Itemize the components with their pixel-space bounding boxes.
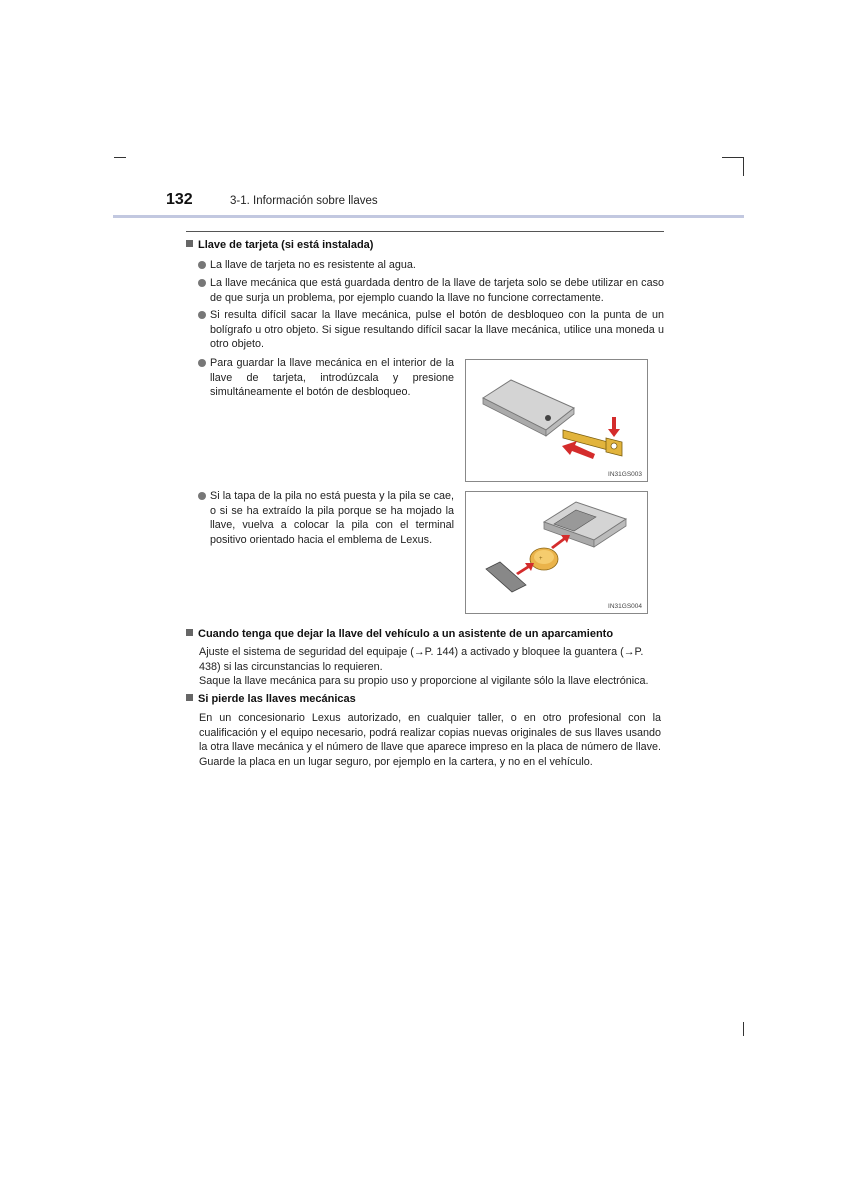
figure-code: IN31GS004: [608, 603, 642, 610]
bullet-item: [198, 489, 454, 547]
figure-code: IN31GS003: [608, 471, 642, 478]
crop-mark-bottom-right: [743, 1022, 744, 1036]
bullet-text: Si la tapa de la pila no está puesta y la pila se cae, o si se ha extraído la pila porque se ha mojado la llave, vuelva a colocar la pila con el terminal positivo orientado hacia el emblema de Lexus.: [210, 490, 454, 546]
section-heading-card-key: [186, 239, 373, 251]
bullet-item: [198, 308, 664, 352]
square-bullet-icon: [186, 240, 193, 247]
figure-store-mechanical-key: [465, 359, 648, 482]
lost-keys-paragraph: En un concesionario Lexus autorizado, en cualquier taller, o en otro profesional con la cualificación y el equipo necesario, podrá realizar copias nuevas originales de sus llaves usando la otra llave mecánica y el número de llave que aparece impreso en la placa de número de llave. Guarde la placa en un lugar seguro, por ejemplo en la cartera, y no en el vehículo.: [199, 712, 661, 768]
content-top-rule: [186, 231, 664, 232]
header-rule: [113, 215, 744, 218]
svg-text:+: +: [539, 556, 543, 562]
bullet-item: [198, 258, 664, 273]
bullet-text: Si resulta difícil sacar la llave mecánica, pulse el botón de desbloqueo con la punta de un bolígrafo u otro objeto. Si sigue resultando difícil sacar la llave mecánica, utilice una moneda u otro objeto.: [210, 309, 664, 350]
valet-paragraph-1: Ajuste el sistema de seguridad del equipaje (→P. 144) a activado y bloquee la guantera (→P. 438) si las circunstancias lo requieren.: [199, 646, 644, 673]
bullet-item: [198, 276, 664, 305]
battery-insert-illustration: [466, 492, 647, 613]
bullet-item: [198, 356, 454, 400]
bullet-dot-icon: [198, 311, 206, 319]
section-heading-text: Llave de tarjeta (si está instalada): [198, 239, 374, 251]
crop-mark-top-left: [114, 157, 126, 158]
figure-battery-replacement: [465, 491, 648, 614]
bullet-text: La llave de tarjeta no es resistente al agua.: [210, 259, 416, 271]
section-heading-text: Cuando tenga que dejar la llave del vehículo a un asistente de un aparcamiento: [198, 628, 614, 640]
page-number: 132: [166, 191, 193, 208]
bullet-text: Para guardar la llave mecánica en el interior de la llave de tarjeta, introdúzcala y presione simultáneamente el botón de desbloqueo.: [210, 357, 454, 398]
section-heading-text: Si pierde las llaves mecánicas: [198, 693, 356, 705]
bullet-dot-icon: [198, 261, 206, 269]
section-header-title: 3-1. Información sobre llaves: [230, 195, 378, 207]
card-key-insert-illustration: [466, 360, 647, 481]
section-heading-lost-keys: [186, 693, 356, 705]
crop-mark-top-right-h: [722, 157, 744, 158]
crop-mark-top-right-v: [743, 157, 744, 176]
bullet-text: La llave mecánica que está guardada dentro de la llave de tarjeta solo se debe utilizar en caso de que surja un problema, por ejemplo cuando la llave no funcione correctamente.: [210, 277, 664, 304]
valet-paragraph-2: Saque la llave mecánica para su propio uso y proporcione al vigilante sólo la llave electrónica.: [199, 675, 649, 687]
square-bullet-icon: [186, 694, 193, 701]
section-heading-valet: [186, 628, 613, 640]
bullet-dot-icon: [198, 359, 206, 367]
square-bullet-icon: [186, 629, 193, 636]
bullet-dot-icon: [198, 492, 206, 500]
bullet-dot-icon: [198, 279, 206, 287]
